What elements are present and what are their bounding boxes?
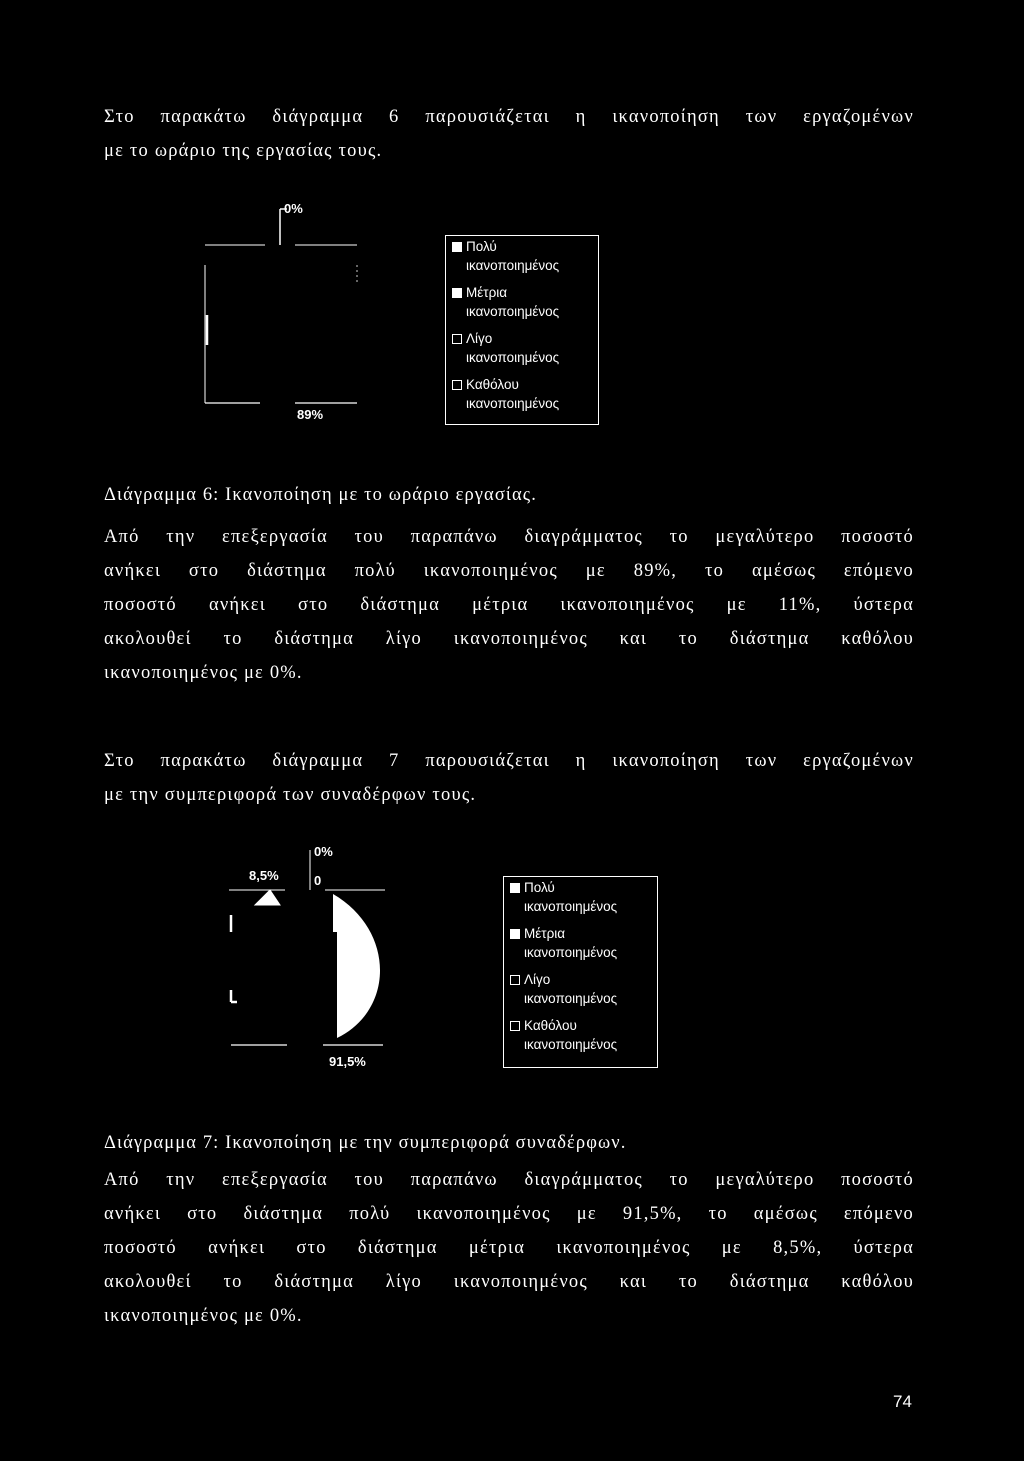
text-line: ικανοποιημένος με 0%. (104, 663, 303, 683)
legend-label: Πολύ (524, 880, 555, 895)
chart-6-pie-graphic (195, 195, 375, 435)
legend-label: Πολύ (466, 239, 497, 254)
chart-7-slice-small (255, 890, 280, 905)
chart-7-label-zero: 0 (314, 873, 322, 888)
intro-paragraph-7 (104, 744, 914, 812)
text-line: Στο παρακάτω διάγραμμα 6 παρουσιάζεται η ικανοποίηση των εργαζομένων (104, 107, 914, 127)
legend-item (452, 238, 592, 284)
legend-item (452, 284, 592, 330)
legend-label: ικανοποιημένος (466, 304, 560, 319)
legend-label: ικανοποιημένος (524, 899, 618, 914)
legend-label: ικανοποιημένος (466, 396, 560, 411)
text-line: ανήκει στο διάστημα πολύ ικανοποιημένος με 89%, το αμέσως επόμενο (104, 561, 914, 581)
legend-label: Μέτρια (524, 926, 566, 941)
body-paragraph-6 (104, 520, 914, 690)
chart-6-legend (445, 235, 599, 425)
chart-7 (225, 840, 665, 1075)
legend-swatch (510, 1021, 520, 1031)
legend-swatch (510, 883, 520, 893)
text-line: ποσοστό ανήκει στο διάστημα μέτρια ικανοποιημένος με 11%, ύστερα (104, 595, 914, 615)
legend-label: Καθόλου (466, 377, 519, 392)
legend-label: ικανοποιημένος (524, 1037, 618, 1052)
chart-7-slice-large (333, 894, 380, 1038)
text-line: με το ωράριο της εργασίας τους. (104, 141, 383, 161)
text-line: με την συμπεριφορά των συναδέρφων τους. (104, 785, 477, 805)
legend-label: Λίγο (524, 972, 551, 987)
legend-swatch (510, 929, 520, 939)
text-line: Από την επεξεργασία του παραπάνω διαγράμματος το μεγαλύτερο ποσοστό (104, 1170, 914, 1190)
chart-6-label-top: 0% (284, 201, 303, 216)
text-line: Από την επεξεργασία του παραπάνω διαγράμματος το μεγαλύτερο ποσοστό (104, 527, 914, 547)
page-number: 74 (893, 1392, 912, 1411)
chart-6-label-bottom: 89% (297, 407, 324, 422)
chart-6 (195, 195, 605, 435)
text-line: ποσοστό ανήκει στο διάστημα μέτρια ικανοποιημένος με 8,5%, ύστερα (104, 1238, 914, 1258)
legend-swatch (452, 334, 462, 344)
legend-item (510, 971, 651, 1017)
legend-label: ικανοποιημένος (524, 991, 618, 1006)
text-line: Στο παρακάτω διάγραμμα 7 παρουσιάζεται η ικανοποίηση των εργαζομένων (104, 751, 914, 771)
legend-swatch (510, 975, 520, 985)
legend-label: ικανοποιημένος (466, 258, 560, 273)
legend-swatch (452, 380, 462, 390)
legend-swatch (452, 242, 462, 252)
chart-7-label-top: 0% (314, 844, 333, 859)
legend-item (452, 376, 592, 422)
legend-item (510, 1017, 651, 1063)
chart-7-label-bottom: 91,5% (329, 1054, 366, 1069)
text-line: ακολουθεί το διάστημα λίγο ικανοποιημένος και το διάστημα καθόλου (104, 1272, 914, 1292)
caption-6: Διάγραμμα 6: Ικανοποίηση με το ωράριο εργασίας. (104, 485, 537, 505)
legend-item (452, 330, 592, 376)
legend-label: Λίγο (466, 331, 493, 346)
legend-item (510, 925, 651, 971)
chart-7-label-left: 8,5% (249, 868, 279, 883)
text-line: ακολουθεί το διάστημα λίγο ικανοποιημένος και το διάστημα καθόλου (104, 629, 914, 649)
legend-label: Μέτρια (466, 285, 508, 300)
text-line: ανήκει στο διάστημα πολύ ικανοποιημένος με 91,5%, το αμέσως επόμενο (104, 1204, 914, 1224)
legend-label: ικανοποιημένος (524, 945, 618, 960)
legend-label: ικανοποιημένος (466, 350, 560, 365)
legend-item (510, 879, 651, 925)
legend-label: Καθόλου (524, 1018, 577, 1033)
intro-paragraph-6 (104, 100, 914, 168)
legend-swatch (452, 288, 462, 298)
body-paragraph-7 (104, 1163, 914, 1333)
caption-7: Διάγραμμα 7: Ικανοποίηση με την συμπεριφορά συναδέρφων. (104, 1133, 627, 1153)
chart-7-legend (503, 876, 658, 1068)
text-line: ικανοποιημένος με 0%. (104, 1306, 303, 1326)
